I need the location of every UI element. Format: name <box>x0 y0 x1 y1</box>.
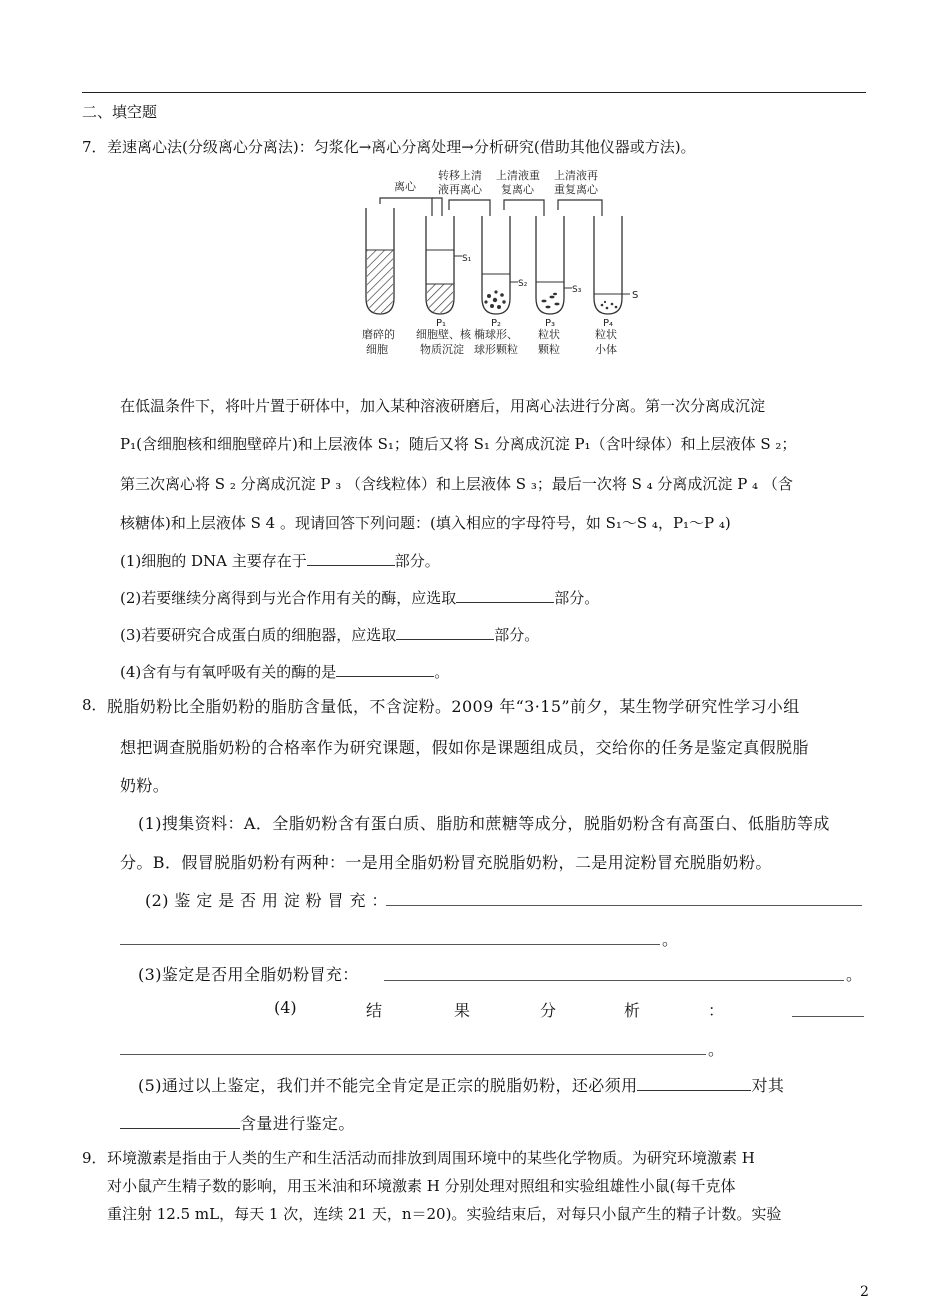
q8-item4-char: 分 <box>540 1001 557 1020</box>
answer-blank[interactable] <box>307 551 395 566</box>
q8-item5-line: (5)通过以上鉴定，我们并不能完全肯定是正宗的脱脂奶粉，还必须用 对其 <box>138 1076 785 1095</box>
tube-2 <box>426 216 462 314</box>
caption-1a: 磨碎的 <box>362 328 395 341</box>
section-title: 二、填空题 <box>82 103 158 121</box>
q8-item1-line: 分。B．假冒脱脂奶粉有两种：一是用全脂奶粉冒充脱脂奶粉，二是用淀粉冒充脱脂奶粉。 <box>120 853 772 872</box>
step-label-3b: 复离心 <box>501 183 534 196</box>
header-rule <box>82 92 866 93</box>
q7-para-line: 在低温条件下，将叶片置于研体中，加入某种溶液研磨后，用离心法进行分离。第一次分离成沉淀 <box>120 397 766 415</box>
q7-number: 7． <box>82 138 107 156</box>
q8-line: 想把调查脱脂奶粉的合格率作为研究课题，假如你是课题组成员，交给你的任务是鉴定真假脱脂 <box>120 738 809 757</box>
q9-number: 9． <box>82 1149 107 1167</box>
label-s3: S₃ <box>572 285 582 295</box>
q7-item-4: (4)含有与有氧呼吸有关的酶的是 。 <box>120 663 450 681</box>
caption-3b: 球形颗粒 <box>474 343 518 356</box>
q7-para-line: 核糖体)和上层液体 S 4 。现请回答下列问题：(填入相应的字母符号，如 S₁～S ₄，P₁～P ₄) <box>120 514 731 532</box>
step-label-1: 离心 <box>394 180 416 193</box>
q9-line: 环境激素是指由于人类的生产和生活活动而排放到周围环境中的某些化学物质。为研究环境激素 H <box>107 1149 755 1167</box>
answer-line[interactable] <box>120 944 660 945</box>
q7-item-3: (3)若要研究合成蛋白质的细胞器，应选取 部分。 <box>120 626 540 644</box>
q8-item1-line: (1)搜集资料：A．全脂奶粉含有蛋白质、脂肪和蔗糖等成分，脱脂奶粉含有高蛋白、低脂肪等成 <box>138 814 830 833</box>
q9-line: 重注射 12.5 mL，每天 1 次，连续 21 天，n＝20)。实验结束后，对每只小鼠产生的精子计数。实验 <box>107 1205 782 1223</box>
label-s: S <box>632 290 639 301</box>
q7-item-1: (1)细胞的 DNA 主要存在于 部分。 <box>120 552 440 570</box>
q8-item4-char: 果 <box>454 1001 471 1020</box>
label-p3: P₃ <box>545 318 556 329</box>
q7-para-line: 第三次离心将 S ₂ 分离成沉淀 P ₃ （含线粒体）和上层液体 S ₃；最后一次将 S ₄ 分离成沉淀 P ₄ （含 <box>120 475 793 493</box>
label-s1: S₁ <box>462 254 472 264</box>
answer-blank[interactable] <box>637 1076 751 1091</box>
tube-4 <box>536 216 572 314</box>
q8-item4-char: 结 <box>366 1001 383 1020</box>
answer-blank[interactable] <box>396 625 494 640</box>
tube-3 <box>482 216 518 314</box>
period: 。 <box>708 1040 725 1059</box>
q8-item4-char: (4) <box>274 998 297 1017</box>
step-label-4a: 上清液再 <box>554 169 598 182</box>
arrow-heads <box>438 217 606 223</box>
centrifuge-diagram <box>358 166 648 362</box>
period: 。 <box>846 965 863 984</box>
caption-5a: 粒状 <box>595 328 617 341</box>
caption-1b: 细胞 <box>366 343 388 356</box>
period: 。 <box>662 930 679 949</box>
answer-blank[interactable] <box>456 588 554 603</box>
q8-item5-line2: 含量进行鉴定。 <box>120 1111 355 1134</box>
label-p4: P₄ <box>603 318 614 329</box>
q8-item2-label: (2) 鉴 定 是 否 用 淀 粉 冒 充 ： <box>145 891 388 910</box>
caption-4b: 颗粒 <box>538 343 560 356</box>
q7-item-2: (2)若要继续分离得到与光合作用有关的酶，应选取 部分。 <box>120 589 600 607</box>
caption-2b: 物质沉淀 <box>420 343 464 356</box>
q7-para-line: P₁(含细胞核和细胞壁碎片)和上层液体 S₁；随后又将 S₁ 分离成沉淀 P₁（含叶绿体）和上层液体 S ₂； <box>120 435 797 453</box>
answer-line[interactable] <box>386 905 862 906</box>
answer-line[interactable] <box>120 1054 706 1055</box>
q8-item4-char: ： <box>708 1001 725 1020</box>
answer-blank[interactable] <box>336 662 434 677</box>
label-s2: S₂ <box>518 279 528 289</box>
caption-4a: 粒状 <box>538 328 560 341</box>
answer-line[interactable] <box>792 1016 864 1017</box>
step-label-2a: 转移上清 <box>438 169 482 182</box>
q9-line: 对小鼠产生精子数的影响，用玉米油和环境激素 H 分别处理对照组和实验组雄性小鼠(每千克体 <box>107 1177 736 1195</box>
q8-item4-char: 析 <box>624 1001 641 1020</box>
answer-line[interactable] <box>384 980 844 981</box>
q8-line: 脱脂奶粉比全脂奶粉的脂肪含量低，不含淀粉。2009 年“3·15”前夕，某生物学研究性学习小组 <box>107 697 800 716</box>
tube-5 <box>594 216 630 314</box>
tube-1 <box>366 208 394 314</box>
caption-3a: 椭球形、 <box>474 328 518 341</box>
label-p1: P₁ <box>436 318 447 329</box>
transfer-arrows <box>380 198 602 218</box>
answer-blank[interactable] <box>120 1114 240 1129</box>
q8-line: 奶粉。 <box>120 776 170 795</box>
q7-stem: 差速离心法(分级离心分离法)：匀浆化→离心分离处理→分析研究(借助其他仪器或方法)。 <box>107 138 696 156</box>
caption-2a: 细胞壁、核 <box>416 328 471 341</box>
label-p2: P₂ <box>491 318 502 329</box>
step-label-2b: 液再离心 <box>438 183 482 196</box>
q8-item3-label: (3)鉴定是否用全脂奶粉冒充： <box>138 965 359 984</box>
page-number: 2 <box>860 1284 869 1300</box>
q8-number: 8． <box>82 696 107 714</box>
step-label-4b: 重复离心 <box>554 183 598 196</box>
step-label-3a: 上清液重 <box>496 169 540 182</box>
caption-5b: 小体 <box>595 343 617 356</box>
